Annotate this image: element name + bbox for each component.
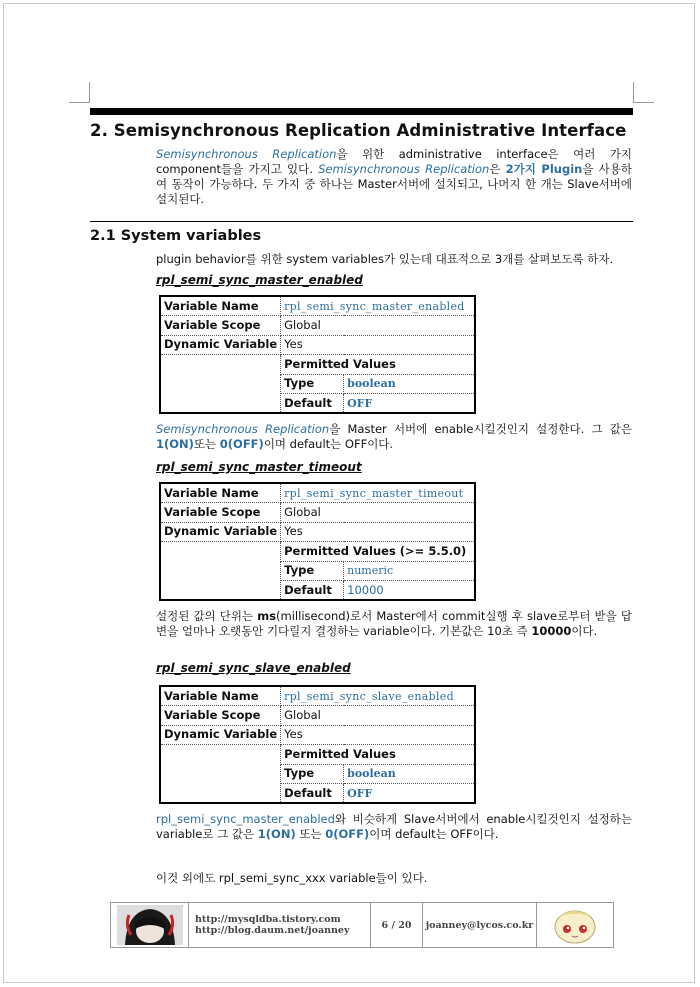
page-number-cell bbox=[371, 903, 423, 947]
variable-scope-value: Global bbox=[281, 503, 475, 522]
body-text: 또는 bbox=[295, 827, 326, 841]
empty-cell bbox=[160, 745, 281, 804]
variable-table bbox=[159, 482, 476, 601]
body-text: 이다. bbox=[571, 624, 598, 638]
label-variable-name: Variable Name bbox=[160, 483, 281, 503]
section-intro: plugin behavior를 위한 system variables가 있는데 대표적으로 3개를 살펴보도록 하자. bbox=[156, 252, 614, 266]
highlight-text: 0(OFF) bbox=[219, 437, 264, 451]
body-text: 또는 bbox=[193, 437, 220, 451]
blog-link[interactable]: http://mysqldba.tistory.com bbox=[195, 914, 341, 925]
highlight-text: 1(ON) bbox=[156, 437, 194, 451]
email-cell bbox=[423, 903, 537, 947]
author-avatar-left bbox=[111, 903, 189, 947]
blog-link[interactable]: http://blog.daum.net/joanney bbox=[195, 925, 350, 936]
variable-table bbox=[159, 685, 476, 804]
crop-mark-left bbox=[69, 82, 90, 103]
body-text: 을 Master 서버에 enable시킬것인지 설정한다. 그 값은 bbox=[329, 422, 632, 436]
body-text: 을 위한 administrative interface은 여러 가지 component들을 가지고 있다. bbox=[156, 147, 632, 176]
label-type: Type bbox=[281, 561, 344, 580]
label-type: Type bbox=[281, 374, 344, 393]
blog-links bbox=[189, 903, 371, 947]
type-value: boolean bbox=[344, 374, 475, 393]
highlight-text: 10000 bbox=[531, 624, 572, 638]
body-text: 이며 default는 OFF이다. bbox=[263, 437, 394, 451]
term-text: rpl_semi_sync_master_enabled bbox=[156, 812, 335, 826]
variable-table bbox=[159, 295, 476, 414]
highlight-text: ms bbox=[257, 609, 277, 623]
dynamic-value: Yes bbox=[281, 725, 475, 744]
label-type: Type bbox=[281, 764, 344, 783]
label-default: Default bbox=[281, 580, 344, 600]
dynamic-value: Yes bbox=[281, 522, 475, 541]
label-variable-name: Variable Name bbox=[160, 296, 281, 316]
variable-name-value: rpl_semi_sync_master_timeout bbox=[281, 483, 475, 503]
intro-paragraph bbox=[156, 147, 632, 207]
label-default: Default bbox=[281, 783, 344, 803]
label-variable-scope: Variable Scope bbox=[160, 503, 281, 522]
type-value: boolean bbox=[344, 764, 475, 783]
body-text: 와 비슷하게 Slave서버에서 enable시킬것인지 설정하는 variable로 그 값은 bbox=[156, 812, 632, 841]
variable-name-value: rpl_semi_sync_slave_enabled bbox=[281, 686, 475, 706]
body-text: 이며 default는 OFF이다. bbox=[369, 827, 499, 841]
body-text: (millisecond)로서 Master에서 commit실행 후 slave로부터 받을 답변을 얼마나 오랫동안 기다릴지 결정하는 variable이다. 기본값은 10초 즉 bbox=[156, 609, 632, 638]
term-text: Semisynchronous Replication bbox=[156, 422, 330, 436]
body-text: 은 bbox=[489, 162, 506, 176]
highlight-text: 2가지 Plugin bbox=[505, 162, 583, 176]
default-value: OFF bbox=[344, 783, 475, 803]
avatar-illustration-icon bbox=[542, 905, 608, 945]
default-value: 10000 bbox=[344, 580, 475, 600]
chapter-heading: 2. Semisynchronous Replication Administrative Interface bbox=[90, 121, 627, 140]
heading-bar bbox=[90, 108, 633, 115]
default-value: OFF bbox=[344, 393, 475, 413]
permitted-values-label: Permitted Values bbox=[281, 745, 475, 764]
label-variable-scope: Variable Scope bbox=[160, 316, 281, 335]
highlight-text: 1(ON) bbox=[257, 827, 296, 841]
crop-mark-right bbox=[633, 82, 654, 103]
closing-paragraph: 이것 외에도 rpl_semi_sync_xxx variable들이 있다. bbox=[156, 871, 428, 885]
body-text: 설정된 값의 단위는 bbox=[156, 609, 258, 623]
label-default: Default bbox=[281, 393, 344, 413]
body-text: 을 사용하여 동작이 가능하다. 두 가지 중 하나는 Master서버에 설치되고, 나머지 한 개는 Slave서버에 설치된다. bbox=[156, 162, 632, 206]
variable-heading: rpl_semi_sync_master_enabled bbox=[156, 273, 363, 287]
variable-description bbox=[156, 812, 632, 842]
permitted-values-label: Permitted Values (>= 5.5.0) bbox=[281, 542, 475, 561]
label-dynamic-variable: Dynamic Variable bbox=[160, 335, 281, 354]
empty-cell bbox=[160, 542, 281, 601]
label-variable-scope: Variable Scope bbox=[160, 706, 281, 725]
section-rule bbox=[90, 221, 633, 222]
variable-description bbox=[156, 422, 632, 452]
variable-scope-value: Global bbox=[281, 706, 475, 725]
page-footer bbox=[110, 902, 614, 948]
label-variable-name: Variable Name bbox=[160, 686, 281, 706]
dynamic-value: Yes bbox=[281, 335, 475, 354]
avatar-illustration-icon bbox=[117, 905, 183, 945]
variable-heading: rpl_semi_sync_slave_enabled bbox=[156, 661, 351, 675]
variable-heading: rpl_semi_sync_master_timeout bbox=[156, 460, 362, 474]
section-heading: 2.1 System variables bbox=[90, 228, 262, 244]
label-dynamic-variable: Dynamic Variable bbox=[160, 725, 281, 744]
type-value: numeric bbox=[344, 561, 475, 580]
variable-scope-value: Global bbox=[281, 316, 475, 335]
page-number: 6 / 20 bbox=[381, 919, 412, 931]
permitted-values-label: Permitted Values bbox=[281, 355, 475, 374]
variable-description bbox=[156, 609, 632, 639]
author-avatar-right bbox=[537, 903, 613, 947]
author-email[interactable]: joanney@lycos.co.kr bbox=[425, 919, 534, 931]
empty-cell bbox=[160, 355, 281, 414]
label-dynamic-variable: Dynamic Variable bbox=[160, 522, 281, 541]
term-text: Semisynchronous Replication bbox=[318, 162, 490, 176]
variable-name-value: rpl_semi_sync_master_enabled bbox=[281, 296, 475, 316]
highlight-text: 0(OFF) bbox=[325, 827, 370, 841]
term-text: Semisynchronous Replication bbox=[156, 147, 337, 161]
